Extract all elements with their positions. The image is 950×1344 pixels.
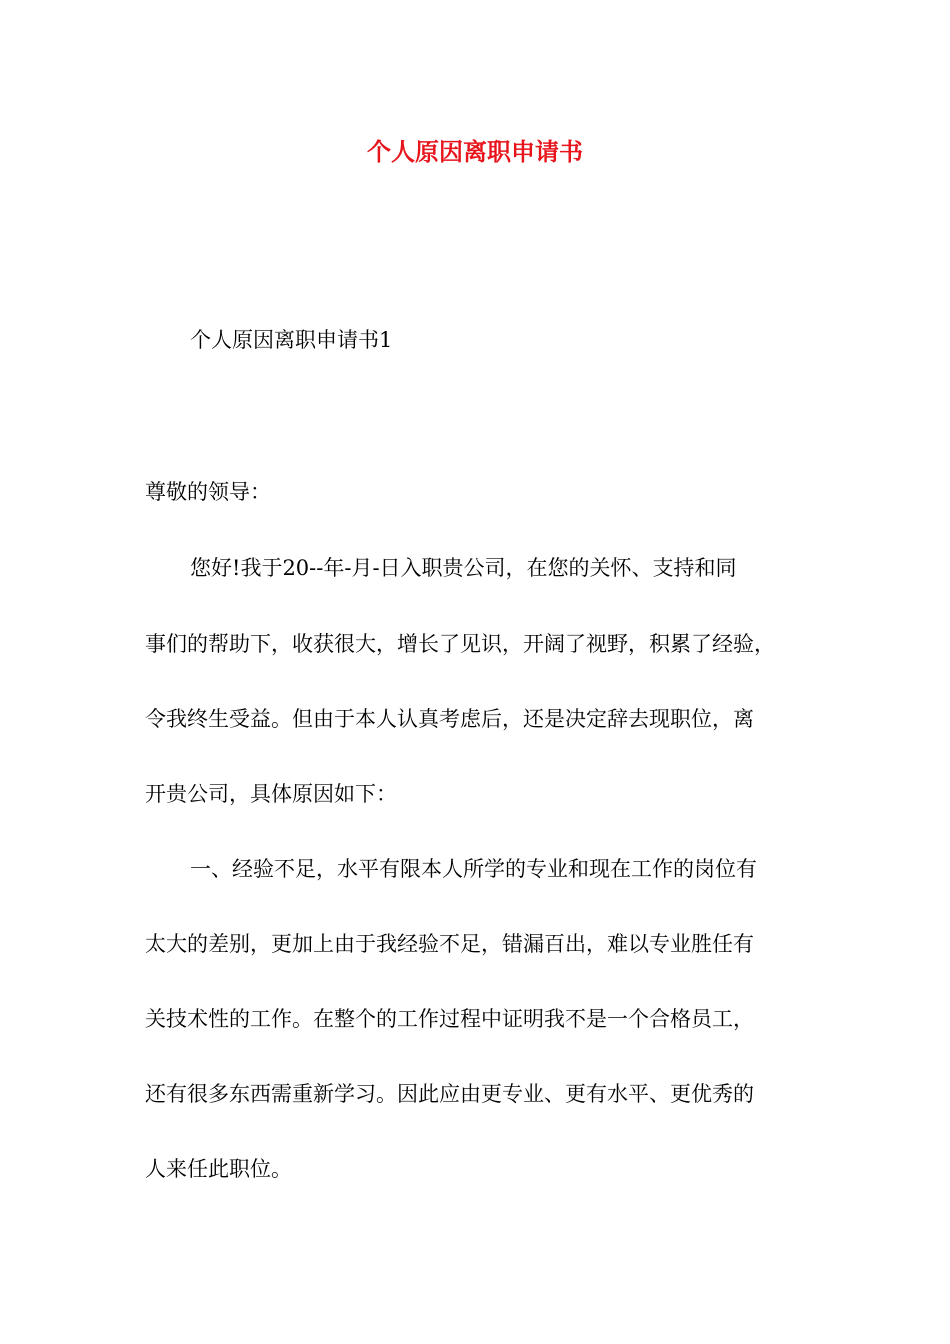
paragraph-1-line-2: 事们的帮助下，收获很大，增长了见识，开阔了视野，积累了经验，	[145, 632, 775, 656]
paragraph-1-line-3: 令我终生受益。但由于本人认真考虑后，还是决定辞去现职位，离	[145, 707, 754, 731]
paragraph-2-line-2: 太大的差别，更加上由于我经验不足，错漏百出，难以专业胜任有	[145, 932, 754, 956]
paragraph-2-line-5: 人来任此职位。	[145, 1157, 292, 1181]
document-title: 个人原因离职申请书	[367, 137, 583, 166]
paragraph-2-line-3: 关技术性的工作。在整个的工作过程中证明我不是一个合格员工，	[145, 1007, 754, 1031]
paragraph-1-line-4: 开贵公司，具体原因如下：	[145, 782, 397, 806]
paragraph-2-line-4: 还有很多东西需重新学习。因此应由更专业、更有水平、更优秀的	[145, 1082, 754, 1106]
paragraph-2-line-1: 一、经验不足，水平有限本人所学的专业和现在工作的岗位有	[190, 857, 757, 881]
section-heading: 个人原因离职申请书1	[190, 328, 393, 352]
greeting: 尊敬的领导：	[145, 480, 271, 504]
paragraph-1-line-1: 您好!我于20--年-月-日入职贵公司，在您的关怀、支持和同	[190, 556, 737, 580]
